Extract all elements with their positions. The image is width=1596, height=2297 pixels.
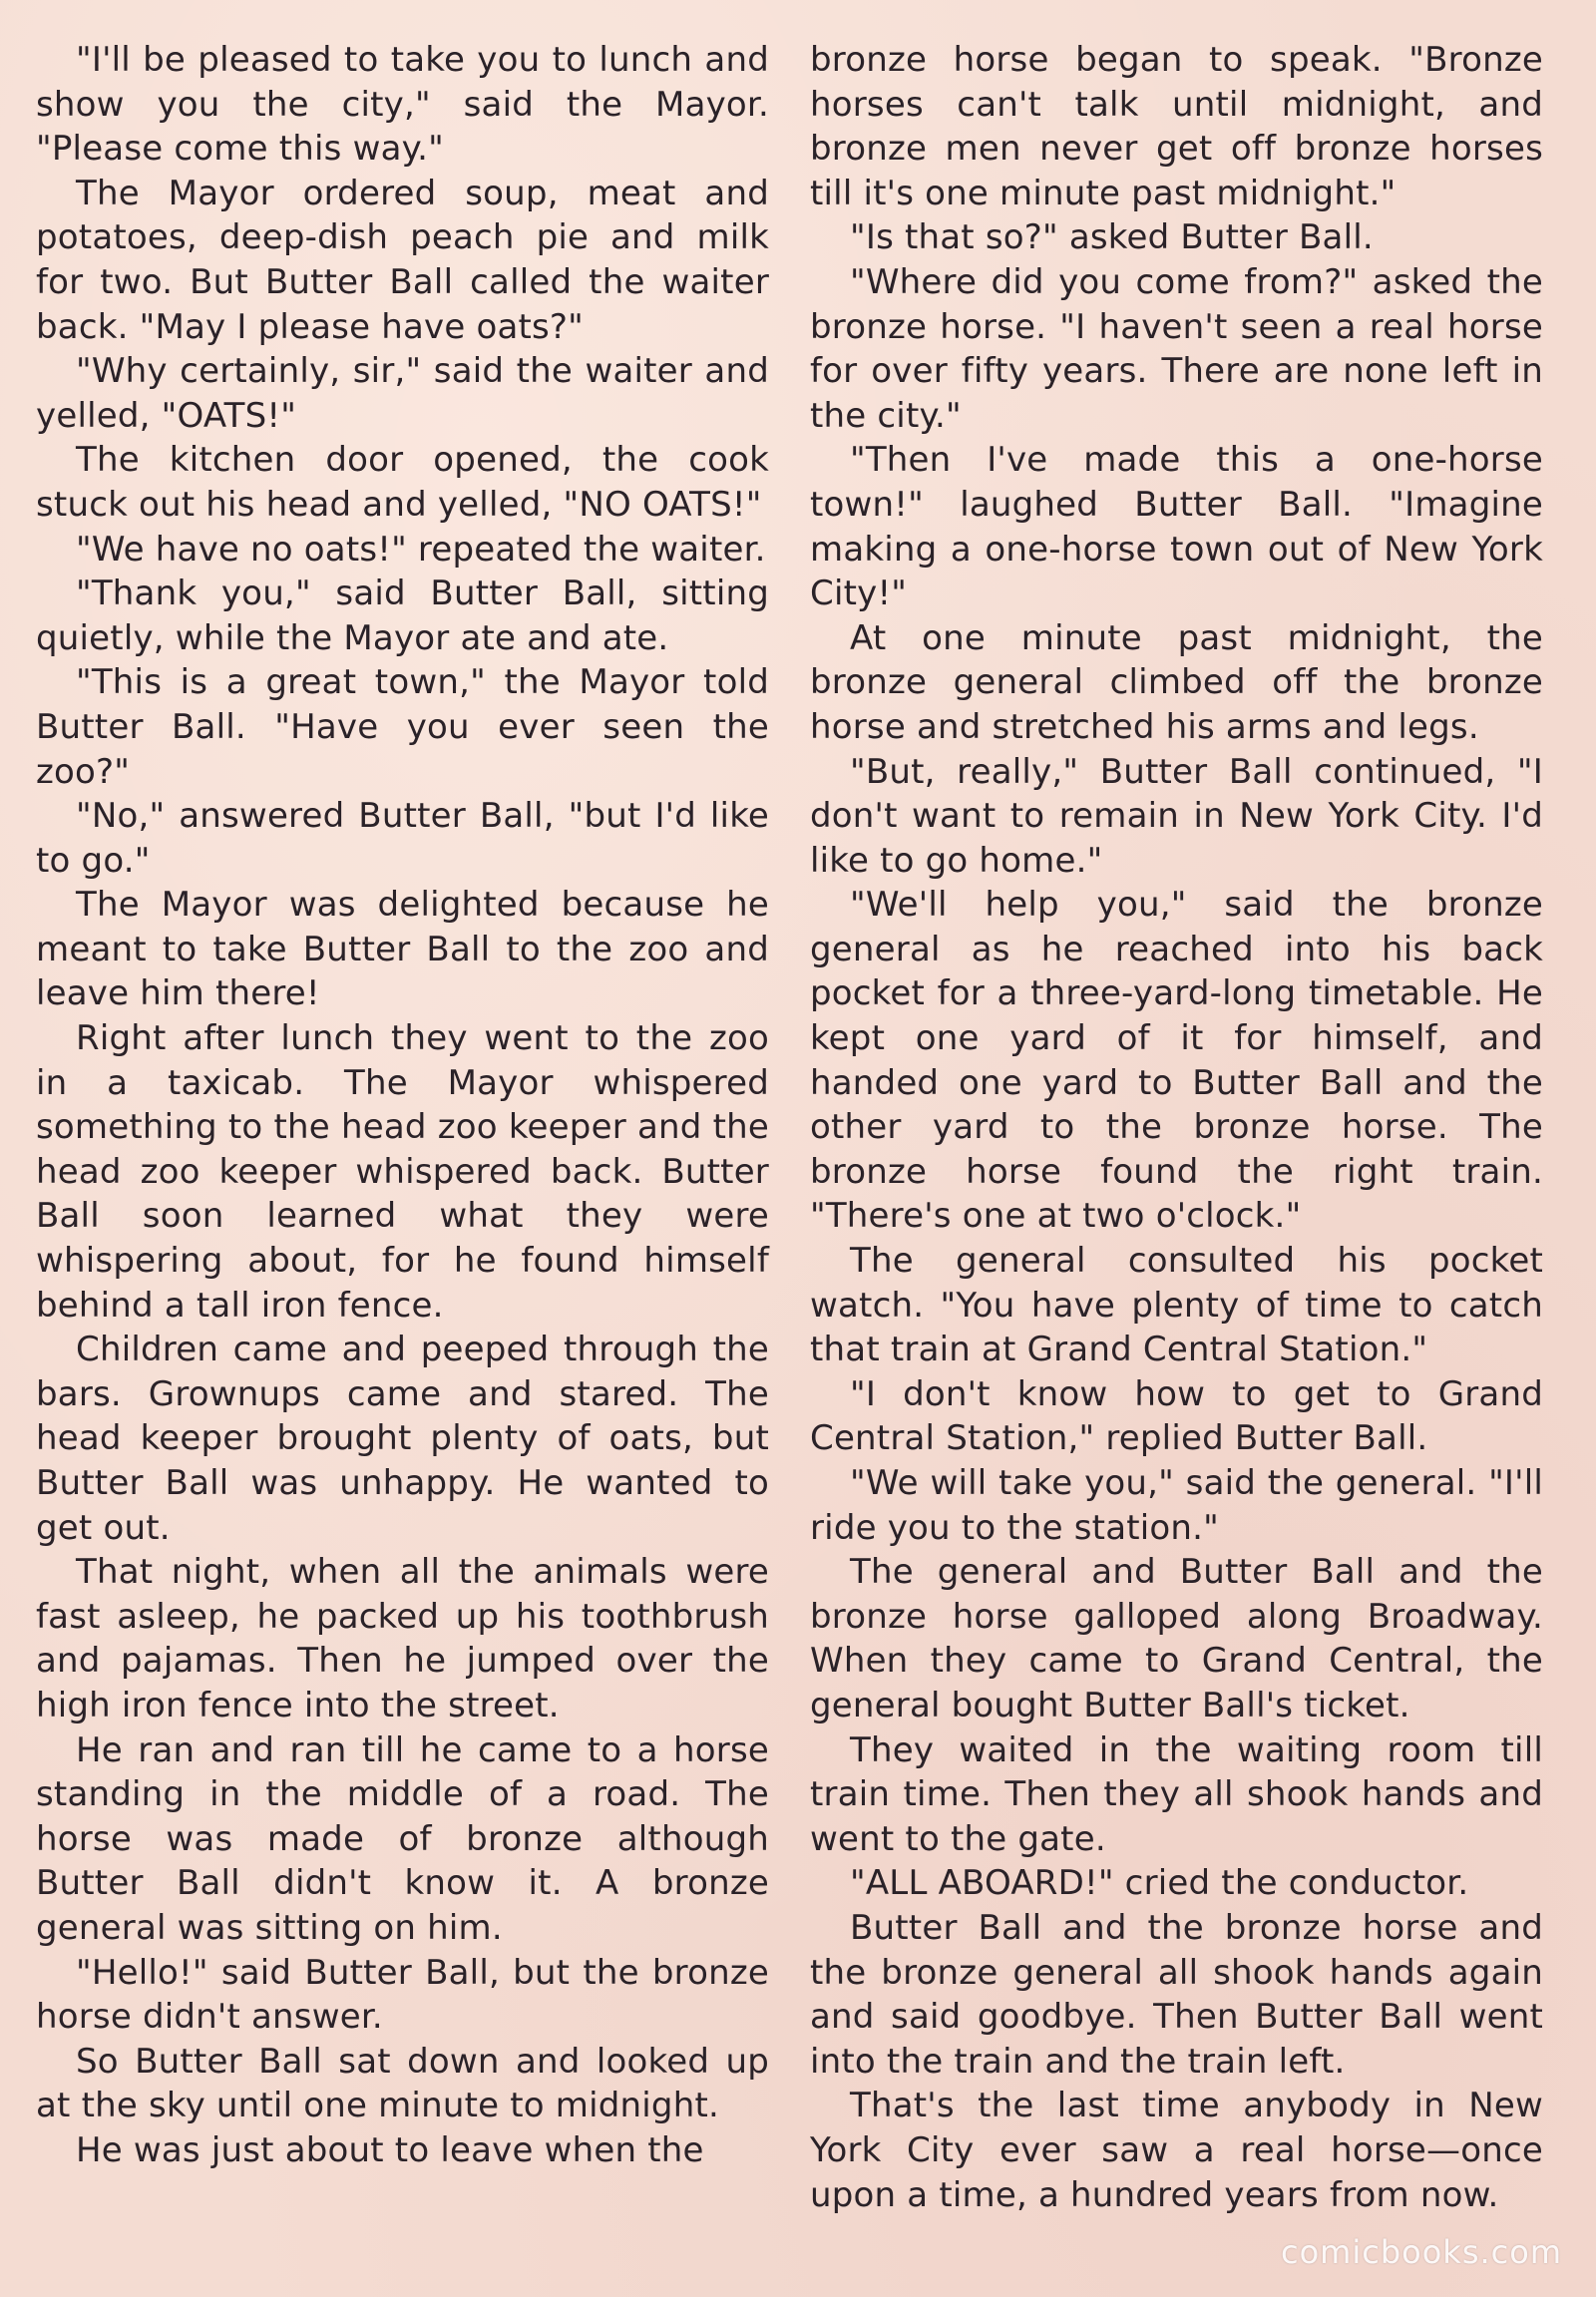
- paragraph: Right after lunch they went to the zoo in a taxicab. The Mayor whispered something to the head zoo keeper and the head zoo keeper whispered back. Butter Ball soon learned what they were whispering about, for he found himself behind a tall iron fence.: [36, 1018, 769, 1326]
- paragraph: The kitchen door opened, the cook stuck out his head and yelled, "NO OATS!": [36, 440, 769, 525]
- paragraph: "This is a great town," the Mayor told Butter Ball. "Have you ever seen the zoo?": [36, 662, 769, 792]
- site-watermark: comicbooks.com: [1280, 2233, 1562, 2271]
- paragraph: So Butter Ball sat down and looked up at the sky until one minute to midnight.: [36, 2041, 769, 2126]
- paragraph: "Then I've made this a one-horse town!" laughed Butter Ball. "Imagine making a one-horse town out of New York City!": [810, 440, 1543, 614]
- paragraph: At one minute past midnight, the bronze general climbed off the bronze horse and stretched his arms and legs.: [810, 617, 1543, 747]
- paragraph: "Hello!" said Butter Ball, but the bronze horse didn't answer.: [36, 1952, 769, 2038]
- paragraph: "Why certainly, sir," said the waiter and yelled, "OATS!": [36, 351, 769, 436]
- paragraph-continued: bronze horse began to speak. "Bronze horses can't talk until midnight, and bronze men never get off bronze horses till it's one minute past midnight.": [810, 40, 1543, 213]
- paragraph: "ALL ABOARD!" cried the conductor.: [850, 1863, 1469, 1904]
- paragraph: "We will take you," said the general. "I'll ride you to the station.": [810, 1463, 1543, 1548]
- left-text-column: [36, 38, 769, 2173]
- paragraph: "But, really," Butter Ball continued, "I don't want to remain in New York City. I'd like to go home.": [810, 751, 1543, 881]
- paragraph: The Mayor was delighted because he meant to take Butter Ball to the zoo and leave him there!: [36, 885, 769, 1014]
- paragraph: That night, when all the animals were fast asleep, he packed up his toothbrush and pajamas. Then he jumped over the high iron fence into the street.: [36, 1552, 769, 1725]
- paragraph: Children came and peeped through the bars. Grownups came and stared. The head keeper brought plenty of oats, but Butter Ball was unhappy. He wanted to get out.: [36, 1330, 769, 1548]
- paragraph: "I don't know how to get to Grand Central Station," replied Butter Ball.: [810, 1373, 1543, 1459]
- paragraph: They waited in the waiting room till train time. Then they all shook hands and went to the gate.: [810, 1729, 1543, 1859]
- paragraph: "Where did you come from?" asked the bronze horse. "I haven't seen a real horse for over fifty years. There are none left in the city.": [810, 261, 1543, 436]
- paragraph: "Is that so?" asked Butter Ball.: [850, 217, 1374, 258]
- paragraph: The general and Butter Ball and the bronze horse galloped along Broadway. When they came to Grand Central, the general bought Butter Ball's ticket.: [810, 1552, 1543, 1725]
- paragraph: The general consulted his pocket watch. "You have plenty of time to catch that train at Grand Central Station.": [810, 1241, 1543, 1370]
- paragraph: "We'll help you," said the bronze general as he reached into his back pocket for a three-yard-long timetable. He kept one yard of it for himself, and handed one yard to Butter Ball and the other yard to the bronze horse. The bronze horse found the right train. "There's one at two o'clock.": [810, 885, 1543, 1237]
- paragraph: That's the last time anybody in New York City ever saw a real horse—once upon a time, a hundred years from now.: [810, 2086, 1543, 2215]
- paragraph: The Mayor ordered soup, meat and potatoes, deep-dish peach pie and milk for two. But Butter Ball called the waiter back. "May I please have oats?": [36, 173, 769, 347]
- paragraph: "I'll be pleased to take you to lunch and show you the city," said the Mayor. "Please come this way.": [36, 40, 769, 170]
- paragraph: Butter Ball and the bronze horse and the bronze general all shook hands again and said goodbye. Then Butter Ball went into the train and the train left.: [810, 1907, 1543, 2082]
- paragraph: "Thank you," said Butter Ball, sitting quietly, while the Mayor ate and ate.: [36, 574, 769, 658]
- right-text-column: [810, 38, 1543, 2217]
- paragraph: "We have no oats!" repeated the waiter.: [76, 529, 766, 570]
- paragraph: He ran and ran till he came to a horse standing in the middle of a road. The horse was made of bronze although Butter Ball didn't know it. A bronze general was sitting on him.: [36, 1729, 769, 1948]
- paragraph: He was just about to leave when the: [76, 2129, 704, 2170]
- paragraph: "No," answered Butter Ball, "but I'd like to go.": [36, 796, 769, 881]
